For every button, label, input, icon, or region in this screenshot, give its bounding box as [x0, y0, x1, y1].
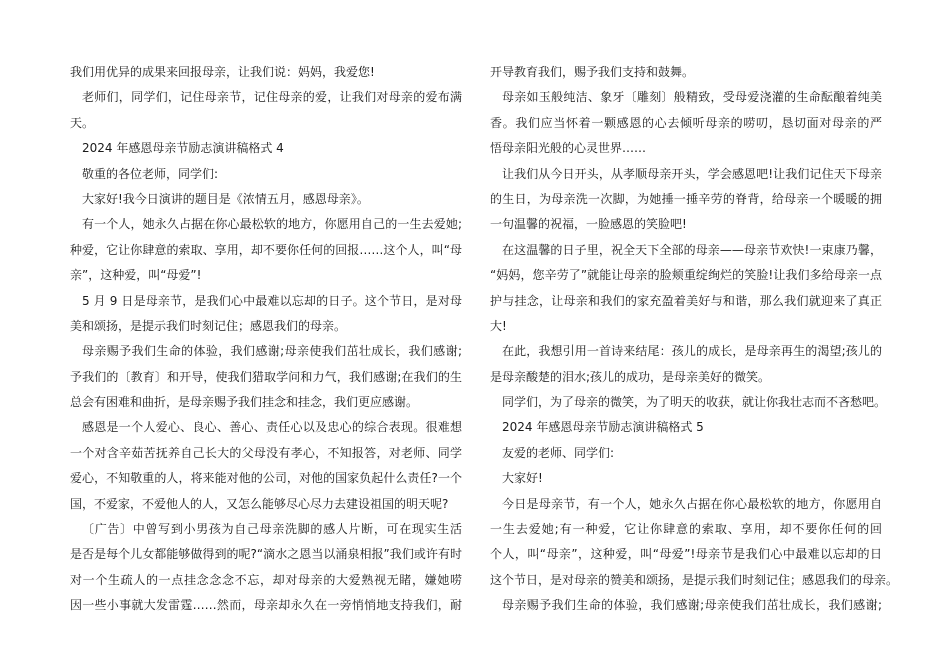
- text-line: 同学们，为了母亲的微笑，为了明天的收获，就让你我壮志而不吝愁吧。: [502, 395, 887, 410]
- text-line: 种爱，它让你肆意的索取、享用，却不要你任何的回报……这个人，叫“母: [70, 242, 462, 257]
- text-line: 大家好!我今日演讲的题目是《浓情五月，感恩母亲》。: [82, 191, 369, 206]
- text-line: 是否是每个儿女都能够做得到的呢?“滴水之恩当以涌泉相报”我们或许有时: [70, 547, 462, 562]
- text-line: 悟母亲阳光般的心灵世界……: [490, 141, 647, 156]
- text-line: 5 月 9 日是母亲节，是我们心中最难以忘却的日子。这个节日，是对母: [82, 293, 462, 308]
- text-line: 国，不爱家，不爱他人的人，又怎么能够尽心尽力去建设祖国的明天呢?: [70, 496, 449, 511]
- text-line: 一句温馨的祝福，一脸感恩的笑脸吧!: [490, 217, 687, 232]
- text-line: 大家好!: [502, 471, 543, 486]
- text-line: 开导教育我们，赐予我们支持和鼓舞。: [490, 65, 695, 79]
- text-line: 我们用优异的成果来回报母亲，让我们说：妈妈，我爱您!: [70, 65, 375, 79]
- text-line: 护与挂念，让母亲和我们的家充盈着美好与和谐，那么我们就迎来了真正: [490, 293, 882, 308]
- text-line: 感恩是一个人爱心、良心、善心、责任心以及忠心的综合表现。很难想: [82, 420, 462, 435]
- text-line: 敬重的各位老师，同学们:: [82, 166, 219, 181]
- text-line: 香。我们应当怀着一颗感恩的心去倾听母亲的唠叨，恳切面对母亲的严: [490, 115, 882, 130]
- text-line: 对一个生疏人的一点挂念念念不忘，却对母亲的大爱熟视无睹，嫌她唠: [70, 572, 462, 587]
- text-line: 在这温馨的日子里，祝全天下全部的母亲——母亲节欢快!一束康乃馨，: [502, 242, 882, 257]
- text-line: 一个对含辛茹苦抚养自己长大的父母没有孝心，不知报答，对老师、同学: [70, 445, 462, 460]
- text-line: 2024 年感恩母亲节励志演讲稿格式 4: [82, 141, 284, 156]
- text-line: 是母亲酸楚的泪水;孩儿的成功，是母亲美好的微笑。: [490, 369, 771, 384]
- text-line: 这个节日，是对母亲的赞美和颂扬，是提示我们时刻记住；感恩我们的母亲。: [490, 572, 899, 587]
- text-line: 友爱的老师、同学们:: [502, 445, 615, 460]
- text-line: 天。: [70, 115, 95, 130]
- text-line: 亲”，这种爱，叫“母爱”!: [70, 268, 202, 283]
- text-line: 予我们的〔教育〕和开导，使我们猎取学问和力气，我们感谢;在我们的生: [70, 369, 462, 384]
- text-line: 让我们从今日开头，从孝顺母亲开头，学会感恩吧!让我们记住天下母亲: [502, 166, 882, 181]
- text-line: 个人，叫“母亲”，这种爱，叫“母爱”!母亲节是我们心中最难以忘却的日: [490, 547, 882, 562]
- text-line: 总会有困难和曲折，是母亲赐予我们挂念和挂念，我们更应感谢。: [70, 395, 419, 410]
- text-line: 爱心，不知敬重的人，将来能对他的公司，对他的国家负起什么责任?一个: [70, 471, 462, 486]
- text-line: 大!: [490, 318, 507, 333]
- text-line: 母亲赐予我们生命的体验，我们感谢;母亲使我们茁壮成长，我们感谢;: [502, 598, 882, 613]
- right-text-column: [490, 60, 899, 619]
- text-line: 的生日，为母亲洗一次脚，为她捶一捶辛劳的脊背，给母亲一个暖暖的拥: [490, 191, 882, 206]
- text-line: 老师们，同学们，记住母亲节，记住母亲的爱，让我们对母亲的爱布满: [82, 90, 462, 105]
- text-line: 一生去爱她;有一种爱，它让你肆意的索取、享用，却不要你任何的回: [490, 522, 882, 537]
- text-line: 在此，我想引用一首诗来结尾：孩儿的成长，是母亲再生的渴望;孩儿的: [502, 344, 882, 359]
- text-line: 母亲如玉般纯洁、象牙〔雕刻〕般精致，受母爱浇灌的生命酝酿着纯美: [502, 90, 882, 105]
- text-line: 〔广告〕中曾写到小男孩为自己母亲洗脚的感人片断，可在现实生活: [82, 522, 462, 537]
- left-text-column: [70, 60, 462, 619]
- text-line: “妈妈，您辛劳了”就能让母亲的脸颊重绽绚烂的笑脸!让我们多给母亲一点: [490, 268, 882, 283]
- text-line: 有一个人，她永久占据在你心最松软的地方，你愿用自己的一生去爱她;: [82, 217, 462, 232]
- text-line: 美和颂扬，是提示我们时刻记住；感恩我们的母亲。: [70, 318, 347, 333]
- text-line: 2024 年感恩母亲节励志演讲稿格式 5: [502, 420, 704, 435]
- text-line: 今日是母亲节，有一个人，她永久占据在你心最松软的地方，你愿用自: [502, 496, 882, 511]
- text-line: 母亲赐予我们生命的体验，我们感谢;母亲使我们茁壮成长，我们感谢;: [82, 344, 462, 359]
- text-line: 因一些小事就大发雷霆……然而，母亲却永久在一旁悄悄地支持我们，耐: [70, 598, 462, 613]
